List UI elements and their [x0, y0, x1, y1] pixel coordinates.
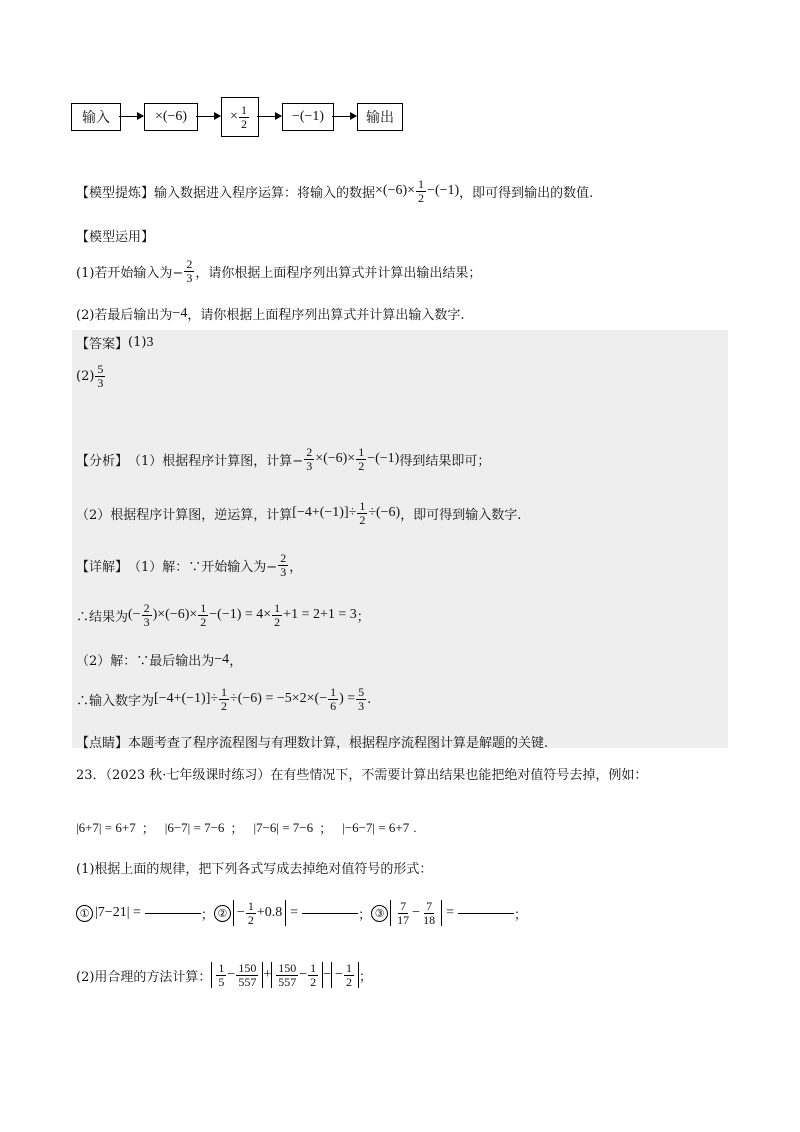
- tip-label: 【点睛】: [76, 736, 129, 751]
- tip-text: 本题考查了程序流程图与有理数计算，根据程序流程图计算是解题的关键.: [128, 736, 549, 751]
- q23-item2-den: 2: [247, 912, 254, 927]
- q23-item2-minus: −: [236, 905, 245, 921]
- detail-l2-d: −(−1) = 4×: [209, 607, 272, 623]
- detail-frac3-num: 1: [200, 601, 207, 615]
- flow-input-box: [71, 103, 121, 131]
- flow-arrow-1: [119, 116, 143, 117]
- q23-header-text: 23．（2023 秋·七年级课时练习）在有些情况下，不需要计算出结果也能把绝对值符号去掉，例如：: [76, 768, 648, 783]
- q23-example-end: .: [413, 819, 417, 835]
- q23-examples: [76, 818, 416, 837]
- detail-l4-b: [−4+(−1)]÷: [154, 691, 219, 707]
- q1-num: 2: [186, 257, 193, 271]
- analysis-frac3-den: 2: [359, 512, 366, 527]
- q23-part2-abs1: [211, 962, 263, 988]
- detail-l4-e: ) =: [339, 691, 356, 707]
- detail-line-1: [76, 552, 302, 578]
- detail-frac6-den: 6: [330, 698, 337, 713]
- answer-part2-num: 5: [97, 362, 104, 376]
- q23-p2-n4: 1: [310, 961, 317, 975]
- q23-eq-3: =: [446, 905, 454, 921]
- flow-arrow-2: [196, 116, 220, 117]
- q23-item3-den1: 17: [397, 912, 410, 927]
- q23-part2-abs3: [331, 962, 359, 988]
- q23-blank-3[interactable]: [458, 913, 514, 914]
- q23-item2-tail: +0.8: [256, 905, 283, 921]
- detail-l4-a: ∴输入数字为: [76, 693, 155, 709]
- q23-semi-1: ；: [200, 907, 214, 923]
- answer-line-2: [76, 363, 106, 389]
- answer-part2-den: 3: [97, 375, 104, 390]
- q1-den: 3: [186, 270, 193, 285]
- analysis-frac1-den: 3: [306, 458, 313, 473]
- detail-frac7-num: 5: [358, 685, 365, 699]
- detail-frac2-num: 2: [143, 601, 150, 615]
- q2-suffix: ，请你根据上面程序列出算式并计算出输入数字.: [187, 308, 465, 323]
- q23-p2-n5: 1: [345, 961, 352, 975]
- q23-p2-d2: 557: [238, 974, 257, 989]
- detail-frac4-den: 2: [274, 614, 281, 629]
- detail-l2-e: +1 = 2+1 = 3: [283, 607, 357, 623]
- answer-label: 【答案】: [76, 337, 129, 352]
- q23-blank-1[interactable]: [145, 913, 201, 914]
- q23-part2-semi: ；: [358, 969, 372, 985]
- q23-p2-d3: 557: [278, 974, 297, 989]
- model-refine-text: 输入数据进入程序运算：将输入的数据: [154, 185, 376, 201]
- analysis-line1-a: （1）根据程序计算图，计算−: [128, 453, 304, 469]
- q23-p2-minus3: −: [323, 967, 332, 983]
- q23-item2-num: 1: [247, 899, 254, 913]
- detail-l1-a: （1）解：∵开始输入为−: [128, 559, 278, 575]
- analysis-line-2: [76, 500, 521, 526]
- flow-output-box: [357, 103, 403, 131]
- detail-l3-b: −4: [214, 651, 230, 667]
- flow-step1-label: ×(−6): [154, 109, 188, 124]
- q1-prefix: (1)若开始输入为−: [76, 265, 184, 281]
- detail-l4-d: (−: [314, 691, 328, 707]
- answer-part1-value: 3: [146, 334, 154, 350]
- detail-line-2: [76, 602, 370, 628]
- detail-frac3-den: 2: [200, 614, 207, 629]
- analysis-frac2-num: 1: [358, 445, 365, 459]
- detail-frac1-num: 2: [280, 551, 287, 565]
- detail-frac5-num: 1: [221, 685, 228, 699]
- detail-label: 【详解】: [76, 559, 129, 575]
- q23-p2-minus2: −: [299, 967, 308, 983]
- model-refine-frac-num: 1: [418, 177, 425, 191]
- flow-input-label: 输入: [82, 110, 110, 126]
- tip-line: [76, 732, 548, 751]
- detail-frac7-den: 3: [358, 698, 365, 713]
- q23-item3-num1: 7: [400, 899, 407, 913]
- detail-frac5-den: 2: [221, 698, 228, 713]
- q23-p2-n1: 1: [218, 961, 225, 975]
- q23-example-2: |6−7| = 7−6: [164, 819, 225, 835]
- question-1: [76, 258, 481, 284]
- q23-items: [76, 900, 527, 926]
- flow-step1-box: [144, 103, 198, 131]
- answer-line: [76, 333, 153, 352]
- model-refine-frac-den: 2: [418, 190, 425, 205]
- model-refine-text2: ，即可得到输出的数值.: [459, 185, 594, 201]
- detail-l1-b: ，: [289, 559, 303, 575]
- q23-p2-d1: 5: [218, 974, 225, 989]
- detail-l4-c: ÷(−6) = −5×2×: [230, 691, 315, 707]
- analysis-frac2-den: 2: [358, 458, 365, 473]
- q23-sep-3: ；: [319, 821, 333, 836]
- model-refine-line: [76, 178, 593, 204]
- flow-step3-box: [282, 103, 334, 131]
- q23-part1-text: (1)根据上面的规律，把下列各式写成去掉绝对值符号的形式：: [76, 862, 433, 877]
- flow-step2-box: [221, 97, 259, 137]
- analysis-label: 【分析】: [76, 453, 129, 469]
- q23-example-3: |7−6| = 7−6: [253, 819, 314, 835]
- q23-item3-minus: −: [412, 905, 421, 921]
- q23-p2-d5: 2: [345, 974, 352, 989]
- analysis-line2-d: ，即可得到输入数字.: [400, 507, 522, 523]
- q23-semi-2: ；: [358, 907, 372, 923]
- detail-l4-f: .: [367, 691, 372, 707]
- detail-l3-a: （2）解：∵最后输出为: [76, 654, 215, 669]
- q2-prefix: (2)若最后输出为: [76, 308, 173, 323]
- analysis-line1-b: ×(−6)×: [315, 451, 356, 467]
- detail-l2-f: ；: [356, 609, 370, 625]
- q23-circle-3: ③: [371, 905, 388, 922]
- detail-l3-c: ，: [229, 654, 243, 669]
- analysis-line2-b: [−4+(−1)]÷: [292, 505, 357, 521]
- analysis-line2-a: （2）根据程序计算图，逆运算，计算: [76, 507, 293, 523]
- q23-example-1: |6+7| = 6+7: [76, 819, 136, 835]
- analysis-line1-d: 得到结果即可；: [399, 453, 491, 469]
- analysis-frac3-num: 1: [359, 499, 366, 513]
- flow-step3-label: −(−1): [291, 109, 325, 124]
- detail-frac6-num: 1: [330, 685, 337, 699]
- q23-item-1: |7−21| =: [95, 905, 141, 921]
- q23-p2-n2: 150: [238, 961, 257, 975]
- q23-abs-3: [390, 900, 442, 926]
- q23-abs-2: [233, 900, 286, 926]
- q23-part2-label: (2)用合理的方法计算：: [76, 969, 212, 985]
- q23-header: [76, 764, 647, 783]
- answer-part2: (2): [76, 368, 95, 384]
- model-apply-label: 【模型运用】: [76, 230, 155, 245]
- flow-arrow-4: [332, 116, 356, 117]
- q23-p2-minus1: −: [227, 967, 236, 983]
- q23-part2-abs2: [271, 962, 323, 988]
- q1-suffix: ，请你根据上面程序列出算式并计算出输出结果；: [195, 265, 482, 281]
- question-2: [76, 304, 464, 323]
- q23-p2-n3: 150: [278, 961, 297, 975]
- flow-arrow-3: [257, 116, 281, 117]
- q23-circle-1: ①: [76, 905, 93, 922]
- q23-part2: [76, 962, 372, 988]
- q23-item3-num2: 7: [426, 899, 433, 913]
- model-apply-heading: [76, 226, 154, 245]
- detail-line-4: [76, 686, 371, 712]
- q23-item3-den2: 18: [423, 912, 436, 927]
- q23-eq-2: =: [290, 905, 299, 921]
- q23-p2-plus: +: [263, 967, 272, 983]
- model-refine-expr: ×(−6)×: [375, 183, 416, 199]
- flow-step2-num: 1: [240, 102, 247, 117]
- answer-part1: (1): [128, 335, 147, 350]
- q23-circle-2: ②: [214, 905, 231, 922]
- analysis-line2-c: ÷(−6): [368, 505, 401, 521]
- q23-p2-neg: −: [335, 967, 343, 983]
- q23-blank-2[interactable]: [302, 913, 358, 914]
- detail-l2-c: )×(−6)×: [152, 607, 198, 623]
- detail-frac4-num: 1: [274, 601, 281, 615]
- flow-output-label: 输出: [366, 110, 394, 126]
- q23-sep-1: ；: [141, 821, 155, 836]
- detail-frac2-den: 3: [143, 614, 150, 629]
- analysis-frac1-num: 2: [306, 445, 313, 459]
- q23-part1: [76, 858, 432, 877]
- flow-step2-den: 2: [240, 116, 247, 131]
- analysis-line1-c: −(−1): [367, 451, 400, 467]
- q23-p2-d4: 2: [310, 974, 317, 989]
- model-refine-label: 【模型提炼】: [76, 185, 155, 201]
- detail-frac1-den: 3: [280, 564, 287, 579]
- detail-line-3: [76, 650, 242, 669]
- analysis-line-1: [76, 446, 490, 472]
- q23-sep-2: ；: [230, 821, 244, 836]
- q23-example-4: |−6−7| = 6+7: [342, 819, 410, 835]
- detail-l2-a: ∴结果为: [76, 609, 129, 625]
- model-refine-expr-tail: −(−1): [427, 183, 460, 199]
- flow-step2-times: ×: [230, 109, 238, 124]
- q23-semi-3: ；: [513, 907, 527, 923]
- q2-value: −4: [172, 305, 188, 321]
- detail-l2-b: (−: [128, 607, 141, 623]
